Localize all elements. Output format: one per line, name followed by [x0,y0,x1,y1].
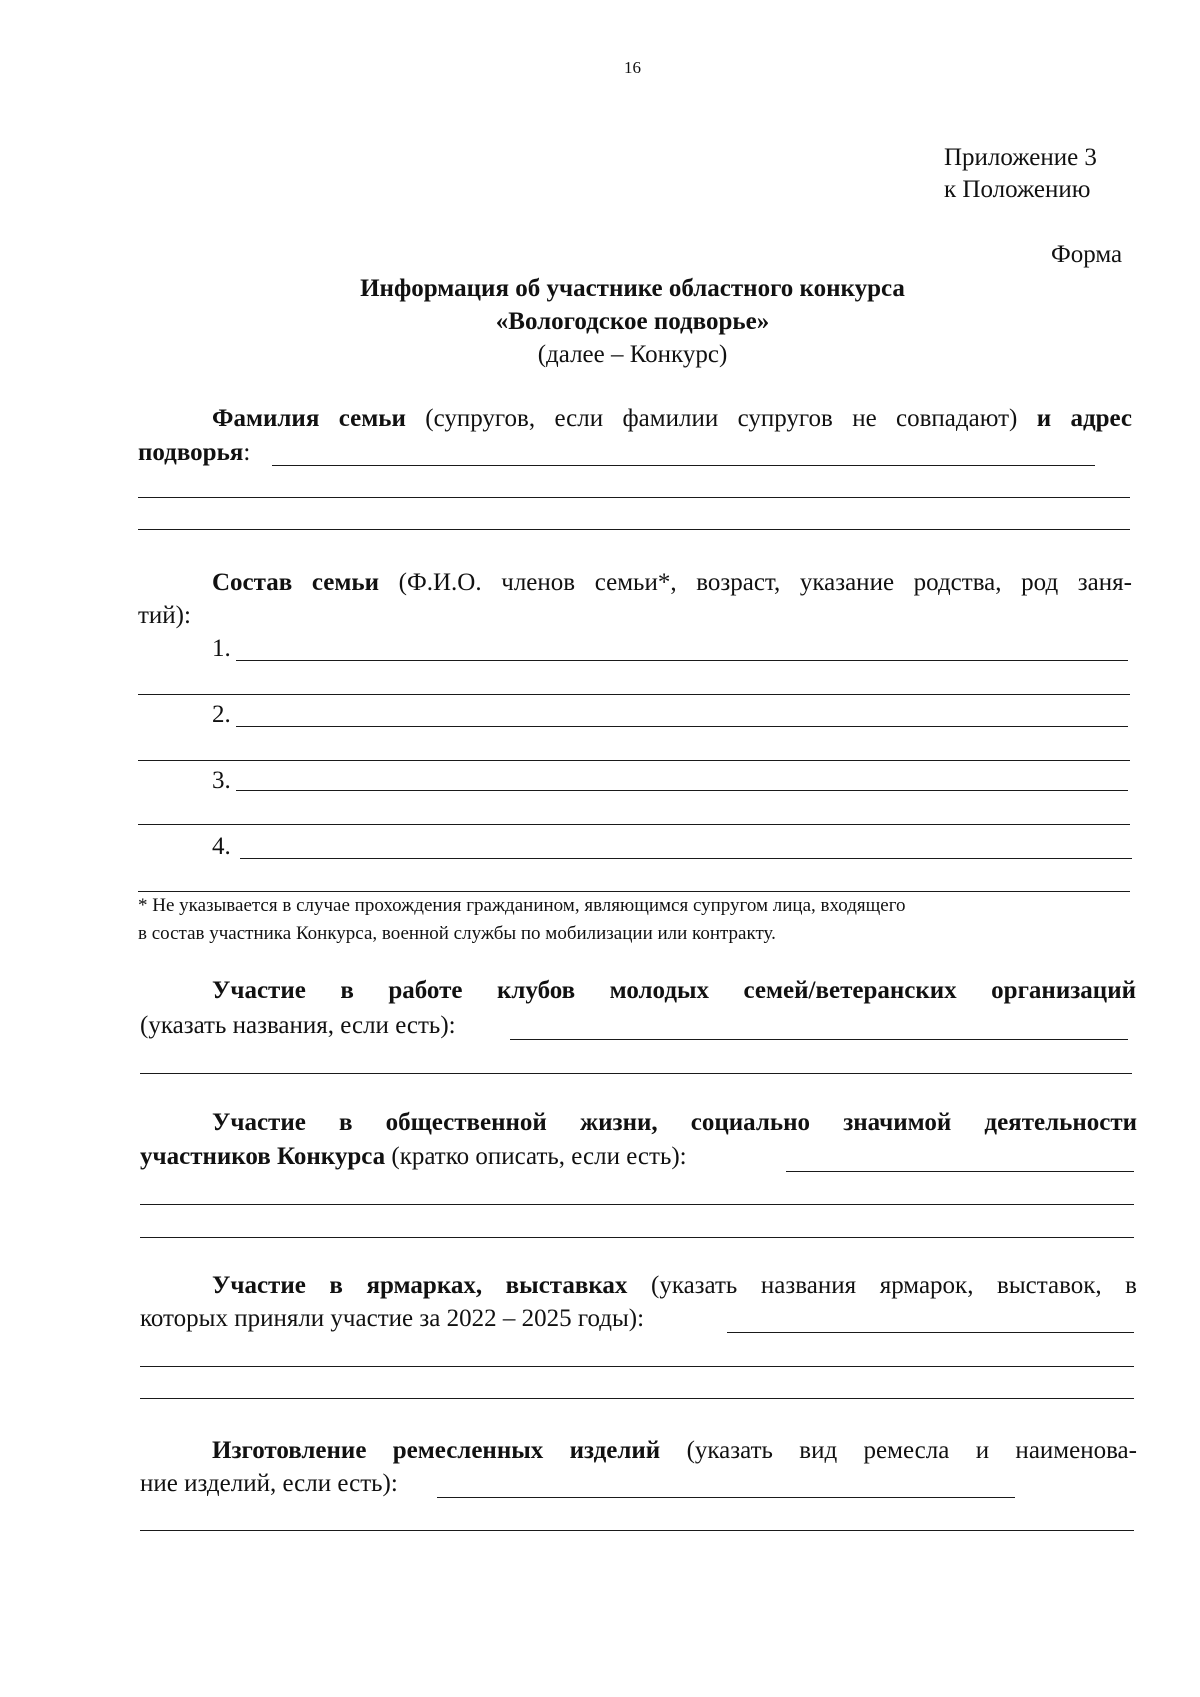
title-note: (далее – Конкурс) [537,341,728,368]
contest-name: «Вологодское подворье» [495,308,770,335]
family-name-prompt: Фамилия семьи (супругов, если фамилии супругов не совпадают) и адрес [212,405,1133,432]
form-label: Форма [1051,241,1123,268]
member-field-2-line2[interactable] [138,760,1130,761]
member-field-1-line2[interactable] [138,694,1130,695]
family-members-prompt-continued: тий): [138,602,191,629]
clubs-field-line2[interactable] [140,1073,1132,1074]
fairs-prompt-line2: которых приняли участие за 2022 – 2025 годы): [140,1305,645,1332]
clubs-prompt: Участие в работе клубов молодых семей/ветеранских организаций [212,977,1136,1004]
fairs-prompt: Участие в ярмарках, выставках (указать названия ярмарок, выставок, в [212,1272,1137,1299]
footnote-line2: в состав участника Конкурса, военной службы по мобилизации или контракту. [138,923,776,944]
member-field-3[interactable] [236,790,1128,791]
family-name-field[interactable] [272,465,1095,466]
crafts-prompt-line2: ние изделий, если есть): [140,1470,398,1497]
member-field-2[interactable] [236,726,1128,727]
member-field-1[interactable] [236,660,1128,661]
family-members-prompt: Состав семьи (Ф.И.О. членов семьи*, возраст, указание родства, род заня- [212,569,1132,596]
member-number-4: 4. [212,833,231,860]
footnote-line1: * Не указывается в случае прохождения гражданином, являющимся супругом лица, входящего [138,895,906,916]
appendix-label: Приложение 3 [944,144,1097,171]
crafts-field-line2[interactable] [140,1530,1134,1531]
social-prompt: Участие в общественной жизни, социально значимой деятельности [212,1109,1137,1136]
clubs-field[interactable] [510,1039,1128,1040]
member-number-1: 1. [212,635,231,662]
family-name-field-line2[interactable] [138,497,1130,498]
member-number-2: 2. [212,701,231,728]
crafts-prompt: Изготовление ремесленных изделий (указать вид ремесла и наименова- [212,1437,1137,1464]
fairs-field-line2[interactable] [140,1366,1134,1367]
fairs-field-line3[interactable] [140,1398,1134,1399]
social-field-line2[interactable] [140,1204,1134,1205]
social-field-line3[interactable] [140,1237,1134,1238]
clubs-prompt-note: (указать названия, если есть): [140,1012,456,1039]
social-field[interactable] [786,1171,1134,1172]
page-number: 16 [624,58,641,77]
member-number-3: 3. [212,767,231,794]
member-field-3-line2[interactable] [138,824,1130,825]
document-title: Информация об участнике областного конкурса [360,275,905,302]
regulation-label: к Положению [944,176,1091,203]
social-prompt-line2: участников Конкурса (кратко описать, если есть): [140,1143,687,1170]
crafts-field[interactable] [437,1497,1015,1498]
address-prompt: подворья: [138,439,251,466]
fairs-field[interactable] [727,1332,1134,1333]
member-field-4[interactable] [240,858,1132,859]
family-name-field-line3[interactable] [138,529,1130,530]
